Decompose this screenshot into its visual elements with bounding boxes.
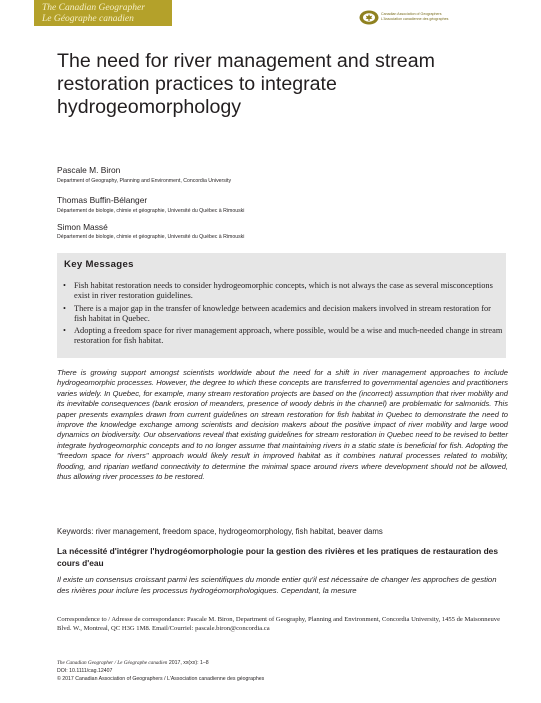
article-title: The need for river management and stream restoration practices to integrate hydrogeomorphology — [57, 50, 435, 118]
maple-leaf-emblem-icon — [359, 10, 379, 25]
journal-name-en: The Canadian Geographer — [42, 3, 145, 13]
citation-volume: 2017, xx(xx): 1–8 — [167, 660, 209, 666]
key-message-item — [63, 281, 503, 302]
key-message-text: There is a major gap in the transfer of knowledge between academics and decision makers involved in stream restoration for fish habitat in Quebec. — [74, 303, 491, 323]
key-messages-heading: Key Messages — [64, 259, 134, 270]
abstract: There is growing support amongst scientists worldwide about the need for a shift in river management approaches to include hydrogeomorphic processes. However, the degree to which these concepts are transferred to governmental agencies and practitioners varies widely. In Quebec, for example, many stream restoration projects are based on the (incorrect) assumption that river mobility and its inevitable consequences (bank erosion of meanders, presence of woody debris in the channel) are problematic for salmonids. This paper presents examples drawn from current guidelines on stream restoration for fish habitat in Quebec to demonstrate the need to improve the knowledge exchange among scientists and decision makers about the positive impact of river mobility and large wood dynamics on biodiversity. Our observations reveal that existing guidelines for stream restoration in Quebec need to be revised to better integrate hydrogeomorphic concepts and to no longer assume that maintaining rivers in a static state is beneficial for fish. Adopting the "freedom space for rivers" approach would likely result in improved habitat as it combines natural processes related to mobility, flooding, and riparian wetland connectivity to determine the minimal space around rivers where development should not be allowed, thus allowing river processes to be restored. — [57, 368, 508, 482]
journal-name-fr: Le Géographe canadien — [42, 14, 134, 24]
author-name: Pascale M. Biron — [57, 165, 121, 175]
key-message-item — [63, 304, 503, 325]
citation-journal: The Canadian Geographer / Le Géographe canadien — [57, 660, 168, 666]
author-affiliation: Département de biologie, chimie et géographie, Université du Québec à Rimouski — [57, 208, 245, 214]
bullet-icon: • — [63, 281, 66, 290]
author-affiliation: Département de biologie, chimie et géographie, Université du Québec à Rimouski — [57, 234, 245, 240]
bullet-icon: • — [63, 326, 66, 336]
french-title: La nécessité d'intégrer l'hydrogéomorphologie pour la gestion des rivières et les pratiques de restauration des cours d'eau — [57, 546, 498, 568]
bullet-icon: • — [63, 303, 66, 313]
key-message-item — [63, 326, 503, 347]
author-affiliation: Department of Geography, Planning and Environment, Concordia University — [57, 178, 232, 184]
author-name: Thomas Buffin-Bélanger — [57, 195, 148, 205]
citation — [57, 660, 209, 666]
journal-banner — [34, 0, 172, 26]
correspondence: Correspondence to / Adresse de correspondance: Pascale M. Biron, Department of Geography, Planning and Environment, Concordia University, 1455 de Maisonneuve Blvd. W., Montreal, QC H3G 1M8. Email/Courriel: pascale.biron@concordia.ca — [57, 616, 501, 633]
association-logo — [359, 10, 471, 30]
key-messages-box — [57, 253, 506, 358]
author-name: Simon Massé — [57, 222, 108, 232]
french-abstract: Il existe un consensus croissant parmi les scientifiques du monde entier qu'il est nécessaire de changer les approches de gestion des rivières pour inclure les processus hydrogéomorphologiques. Cependant, la mesure — [57, 575, 497, 595]
assoc-name-fr: L'Association canadienne des géographes — [381, 17, 449, 21]
assoc-name-en: Canadian Association of Geographers — [381, 12, 442, 16]
doi: DOI: 10.1111/cag.12407 — [57, 668, 113, 674]
keywords: Keywords: river management, freedom space, hydrogeomorphology, fish habitat, beaver dams — [57, 527, 383, 536]
key-message-text: Adopting a freedom space for river management approach, where possible, would be a wise and much-needed change in stream restoration for fish habitat. — [74, 326, 503, 346]
key-message-text: Fish habitat restoration needs to consider hydrogeomorphic concepts, which is not always the case as several misconceptions exist in river restoration guidelines. — [74, 281, 493, 301]
key-messages-list — [63, 281, 503, 349]
copyright: © 2017 Canadian Association of Geographers / L'Association canadienne des géographes — [57, 676, 265, 682]
